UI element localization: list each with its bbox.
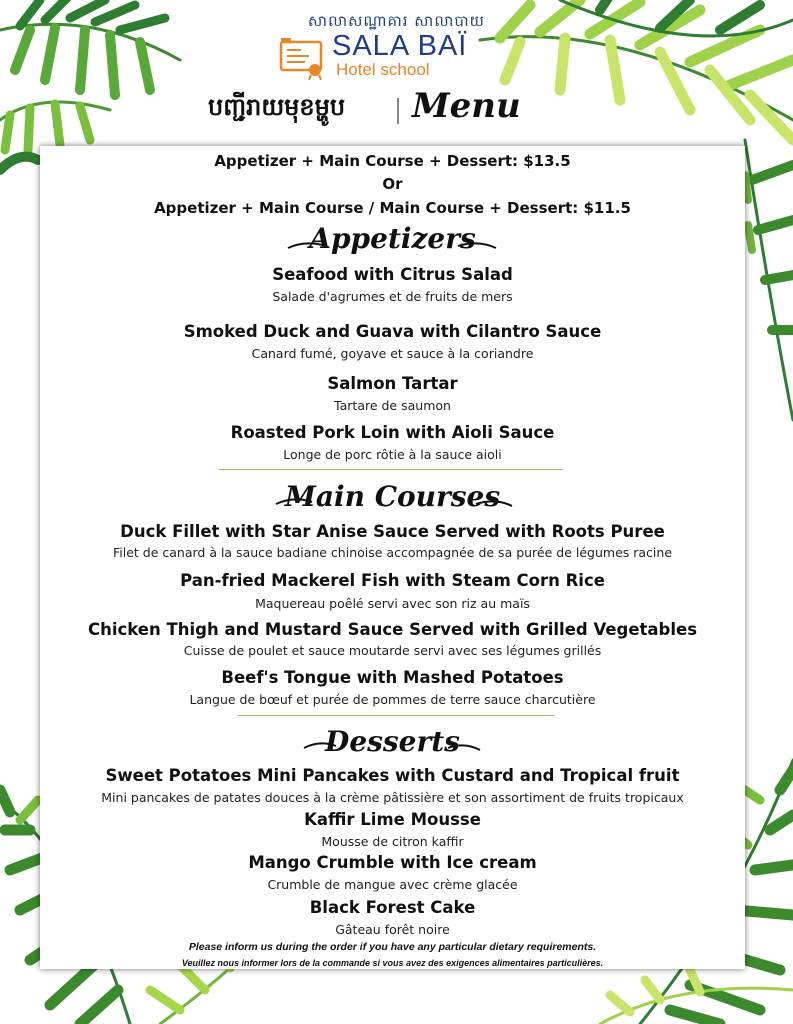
dish-name: Pan-fried Mackerel Fish with Steam Corn Rice (180, 571, 605, 590)
flourish-icon (274, 496, 514, 512)
dish-name: Kaffir Lime Mousse (304, 810, 481, 829)
pricing-line-2: Appetizer + Main Course / Main Course + Dessert: $11.5 (154, 199, 631, 217)
dish-name: Mango Crumble with Ice cream (248, 853, 537, 872)
section-title-main-courses: Main Courses (284, 480, 501, 513)
dietary-note-english: Please inform us during the order if you have any particular dietary requirements. (188, 941, 597, 953)
dish-name: Salmon Tartar (327, 374, 458, 393)
khmer-school-name: សាលាសណ្ឋាគារ សាលាបាយ (308, 12, 485, 30)
dish-name: Beef's Tongue with Mashed Potatoes (221, 668, 564, 687)
dish-french: Canard fumé, goyave et sauce à la coriandre (251, 346, 534, 361)
flourish-icon (302, 740, 482, 756)
dish-name: Seafood with Citrus Salad (272, 265, 513, 284)
menu-title-khmer: បញ្ជីរាយមុខម្ហូប (208, 93, 346, 121)
menu-content (40, 146, 745, 969)
brand-name: SALA BAÏ (332, 30, 468, 62)
dish-name: Roasted Pork Loin with Aioli Sauce (230, 423, 555, 442)
brand-subtitle: Hotel school (336, 60, 430, 79)
menu-header (0, 0, 793, 140)
pricing-line-1: Appetizer + Main Course + Dessert: $13.5 (214, 152, 571, 170)
dish-french: Tartare de saumon (334, 398, 451, 413)
dish-french: Langue de bœuf et purée de pommes de terre sauce charcutière (189, 692, 596, 707)
dish-french: Cuisse de poulet et sauce moutarde servi avec ses légumes grillés (183, 643, 602, 658)
flourish-icon (286, 238, 498, 254)
pricing-or: Or (382, 175, 403, 193)
dish-name: Sweet Potatoes Mini Pancakes with Custard and Tropical fruit (105, 766, 680, 785)
dish-name: Smoked Duck and Guava with Cilantro Sauce (183, 322, 602, 341)
dish-french: Mousse de citron kaffir (321, 834, 464, 849)
section-divider (219, 469, 562, 470)
section-title-appetizers: Appetizers (309, 222, 476, 255)
dish-name: Duck Fillet with Star Anise Sauce Served with Roots Puree (120, 522, 665, 541)
dietary-note-french: Veuillez nous informer lors de la commande si vous avez des exigences alimentaires particulières. (181, 958, 604, 968)
section-title-desserts: Desserts (325, 725, 460, 758)
menu-title-english: Menu (412, 86, 521, 126)
dish-french: Gâteau forêt noire (335, 922, 450, 937)
title-divider (397, 98, 399, 124)
dish-name: Black Forest Cake (309, 898, 476, 917)
dish-name: Chicken Thigh and Mustard Sauce Served with Grilled Vegetables (87, 620, 698, 639)
dish-french: Crumble de mangue avec crème glacée (267, 877, 518, 892)
dish-french: Salade d'agrumes et de fruits de mers (272, 289, 513, 304)
dish-french: Filet de canard à la sauce badiane chinoise accompagnée de sa purée de légumes racine (112, 545, 673, 560)
dish-french: Maquereau poêlé servi avec son riz au maïs (255, 596, 530, 611)
certificate-logo-icon (279, 38, 325, 80)
dish-french: Mini pancakes de patates douces à la crème pâtissière et son assortiment de fruits tropicaux (101, 790, 684, 805)
dish-french: Longe de porc rôtie à la sauce aioli (283, 447, 502, 462)
section-divider (238, 715, 554, 716)
